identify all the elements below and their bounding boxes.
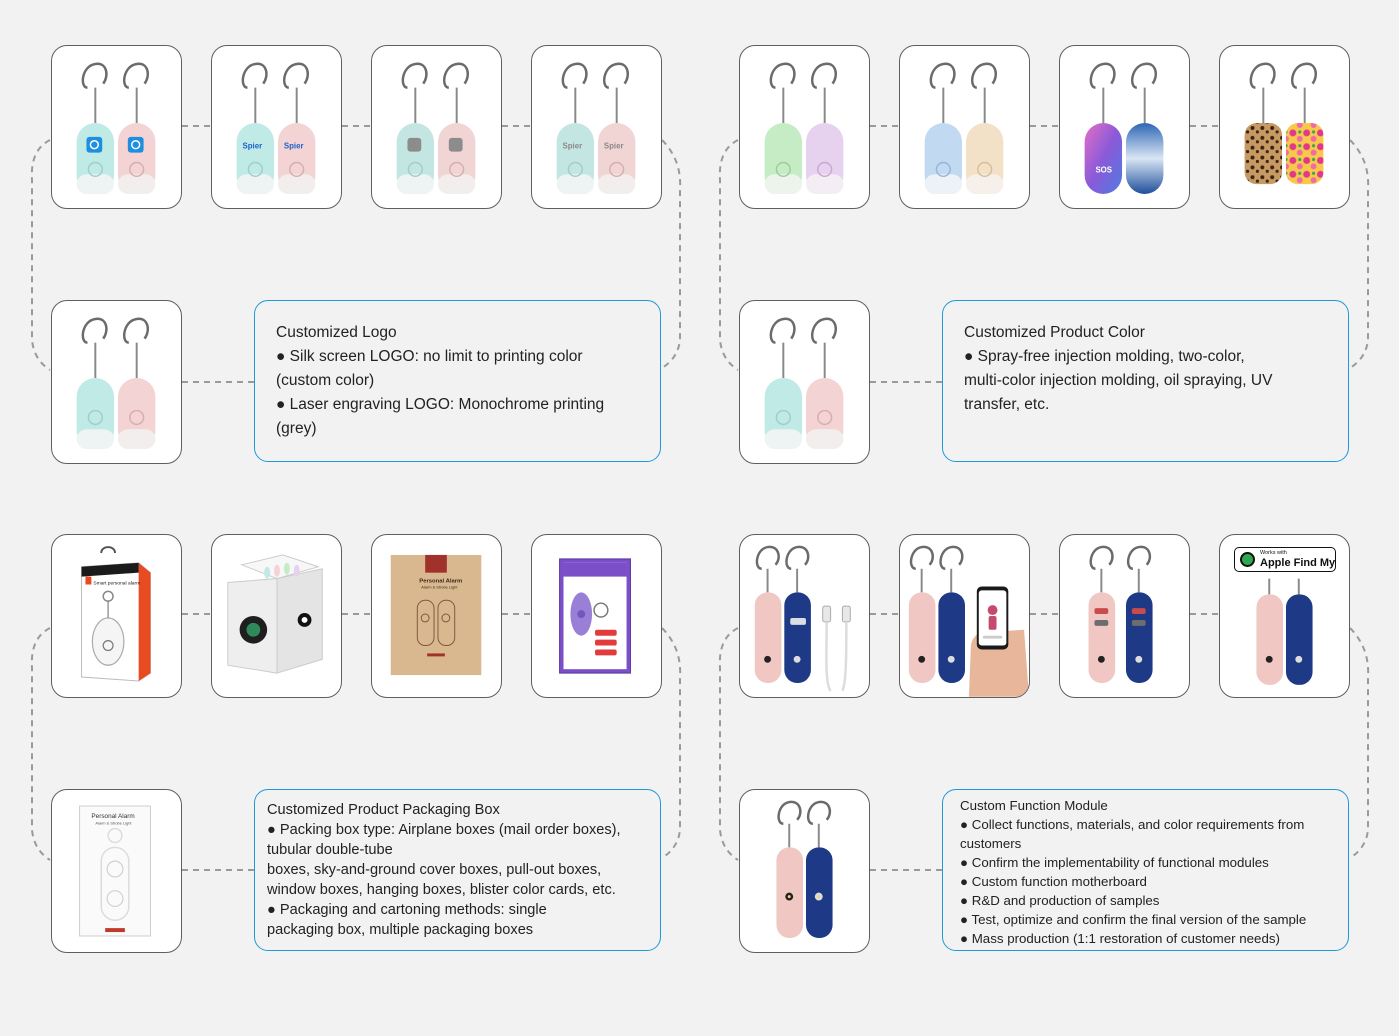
keychain-pair-image xyxy=(372,46,501,208)
info-line: packaging box, multiple packaging boxes xyxy=(267,922,534,938)
box-subtitle-text: Alarm & Strobe Light xyxy=(95,820,132,826)
box-title-text: Personal Alarm xyxy=(419,578,463,585)
brand-logo-text: Spier xyxy=(603,141,624,151)
customized-color-info-box xyxy=(942,300,1349,462)
keychain-phone-image xyxy=(900,535,1029,697)
color-base-product-tile xyxy=(739,300,870,464)
packaging-white-box-tile xyxy=(51,789,182,953)
customized-logo-info-box xyxy=(254,300,661,462)
logo-base-product-tile xyxy=(51,300,182,464)
info-line: ● R&D and production of samples xyxy=(960,893,1160,908)
keychain-pair-image xyxy=(900,46,1029,208)
packaging-window-box-tile xyxy=(211,534,342,698)
color-printed-pattern-tile xyxy=(1059,45,1190,209)
info-line: multi-color injection molding, oil spraying, UV xyxy=(964,372,1273,389)
function-base-product-tile xyxy=(739,789,870,953)
section-title: Customized Logo xyxy=(276,324,397,341)
badge-big-text: Apple Find My xyxy=(1260,557,1336,569)
box-brand-text: Smart personal alarm xyxy=(93,581,141,587)
keychain-pair-image xyxy=(740,790,869,952)
color-leopard-floral-tile xyxy=(1219,45,1350,209)
packaging-hanging-box-tile xyxy=(51,534,182,698)
info-line: ● Collect functions, materials, and color requirements from xyxy=(960,817,1305,832)
logo-brand-print-tile xyxy=(211,45,342,209)
info-line: boxes, sky-and-ground cover boxes, pull-out boxes, xyxy=(267,862,602,878)
logo-silkscreen-tile xyxy=(51,45,182,209)
customized-packaging-info-box xyxy=(254,789,661,951)
box-subtitle-text: Alarm & Strobe Light xyxy=(421,584,458,590)
brand-logo-text: Spier xyxy=(242,141,263,151)
logo-laser-engrave-tile xyxy=(371,45,502,209)
color-green-purple-tile xyxy=(739,45,870,209)
badge-small-text: Works with xyxy=(1260,550,1287,556)
info-line: (custom color) xyxy=(276,372,375,389)
info-line: customers xyxy=(960,836,1022,851)
brand-logo-text: Spier xyxy=(562,141,583,151)
info-line: ● Confirm the implementability of functional modules xyxy=(960,855,1269,870)
section-title: Customized Product Packaging Box xyxy=(267,802,500,818)
kraft-box-image xyxy=(372,535,501,697)
keychain-pair-image xyxy=(52,46,181,208)
sos-label: SOS xyxy=(1095,165,1113,175)
keychain-pair-image xyxy=(1220,46,1349,208)
info-line: tubular double-tube xyxy=(267,842,393,858)
info-line: window boxes, hanging boxes, blister color cards, etc. xyxy=(267,882,616,898)
logo-grey-engrave-tile xyxy=(531,45,662,209)
custom-function-info-box xyxy=(942,789,1349,951)
keychain-pair-image xyxy=(1220,535,1349,697)
info-line: ● Silk screen LOGO: no limit to printing color xyxy=(276,348,583,365)
function-led-module-tile xyxy=(1059,534,1190,698)
packaging-blister-card-tile xyxy=(531,534,662,698)
info-line: (grey) xyxy=(276,420,317,437)
info-line: ● Mass production (1:1 restoration of customer needs) xyxy=(960,931,1280,946)
hanging-box-image xyxy=(52,535,181,697)
keychain-pair-image xyxy=(740,301,869,463)
info-line: ● Spray-free injection molding, two-color, xyxy=(964,348,1245,365)
function-app-control-tile xyxy=(899,534,1030,698)
white-box-image xyxy=(52,790,181,952)
packaging-kraft-box-tile xyxy=(371,534,502,698)
function-find-my-tile xyxy=(1219,534,1350,698)
section-title: Customized Product Color xyxy=(964,324,1145,341)
keychain-pair-image xyxy=(532,46,661,208)
blister-card-image xyxy=(532,535,661,697)
section-title: Custom Function Module xyxy=(960,798,1108,813)
keychain-pair-image xyxy=(740,46,869,208)
box-title-text: Personal Alarm xyxy=(91,812,135,820)
function-usb-charging-tile xyxy=(739,534,870,698)
keychain-pair-image xyxy=(1060,535,1189,697)
keychain-pair-image xyxy=(52,301,181,463)
info-line: transfer, etc. xyxy=(964,396,1050,413)
brand-logo-text: Spier xyxy=(283,141,304,151)
info-line: ● Packing box type: Airplane boxes (mail order boxes), xyxy=(267,822,621,838)
info-line: ● Packaging and cartoning methods: single xyxy=(267,902,547,918)
window-box-image xyxy=(212,535,341,697)
keychain-pair-image xyxy=(1060,46,1189,208)
keychain-pair-image xyxy=(212,46,341,208)
info-line: ● Laser engraving LOGO: Monochrome printing xyxy=(276,396,605,413)
info-line: ● Test, optimize and confirm the final version of the sample xyxy=(960,912,1307,927)
keychain-cable-image xyxy=(740,535,869,697)
color-blue-cream-tile xyxy=(899,45,1030,209)
info-line: ● Custom function motherboard xyxy=(960,874,1147,889)
